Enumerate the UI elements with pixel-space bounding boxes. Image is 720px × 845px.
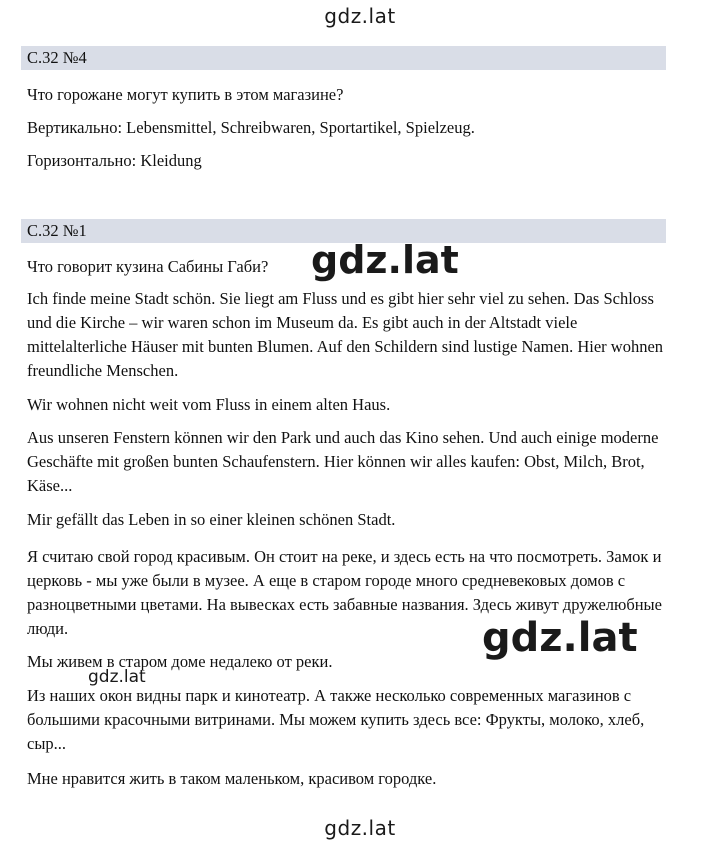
- section-header-task1: С.32 №1: [21, 219, 666, 243]
- russian-paragraph-4: Мне нравится жить в таком маленьком, красивом городке.: [27, 769, 437, 788]
- watermark-small: gdz.lat: [88, 667, 146, 687]
- watermark-bottom: gdz.lat: [324, 816, 396, 840]
- russian-paragraph-2: Мы живем в старом доме недалеко от реки.: [27, 652, 333, 671]
- german-paragraph-3: Aus unseren Fenstern können wir den Park und auch das Kino sehen. Und auch einige moderne Geschäfte mit großen bunten Schaufenstern. Hier können wir alles kaufen: Obst, Milch, Brot, Käse...: [27, 428, 659, 495]
- task4-horizontal-answer: Горизонтально: Kleidung: [27, 151, 202, 170]
- watermark-top: gdz.lat: [324, 4, 396, 28]
- russian-paragraph-3: Из наших окон видны парк и кинотеатр. А также несколько современных магазинов с большими красочными витринами. Мы можем купить здесь все: Фрукты, молоко, хлеб, сыр...: [27, 686, 645, 753]
- task4-question: Что горожане могут купить в этом магазине?: [27, 85, 344, 104]
- watermark-large-1: gdz.lat: [311, 238, 459, 282]
- german-paragraph-4: Mir gefällt das Leben in so einer kleinen schönen Stadt.: [27, 510, 396, 529]
- german-paragraph-2: Wir wohnen nicht weit vom Fluss in einem alten Haus.: [27, 395, 391, 414]
- german-paragraph-1: Ich finde meine Stadt schön. Sie liegt am Fluss und es gibt hier sehr viel zu sehen. Das Schloss und die Kirche – wir waren schon im Museum da. Es gibt auch in der Altstadt viele mittelalterliche Häuser mit bunten Blumen. Auf den Schildern sind lustige Namen. Hier wohnen freundliche Menschen.: [27, 289, 664, 380]
- watermark-large-2: gdz.lat: [482, 615, 638, 661]
- task1-question: Что говорит кузина Сабины Габи?: [27, 257, 269, 276]
- russian-paragraph-1: Я считаю свой город красивым. Он стоит на реке, и здесь есть на что посмотреть. Замок и церковь - мы уже были в музее. А еще в старом городе много средневековых домов с разноцветными цветами. На вывесках есть забавные названия. Здесь живут дружелюбные люди.: [27, 547, 662, 638]
- section-header-task4: С.32 №4: [21, 46, 666, 70]
- task4-vertical-answer: Вертикально: Lebensmittel, Schreibwaren, Sportartikel, Spielzeug.: [27, 118, 475, 137]
